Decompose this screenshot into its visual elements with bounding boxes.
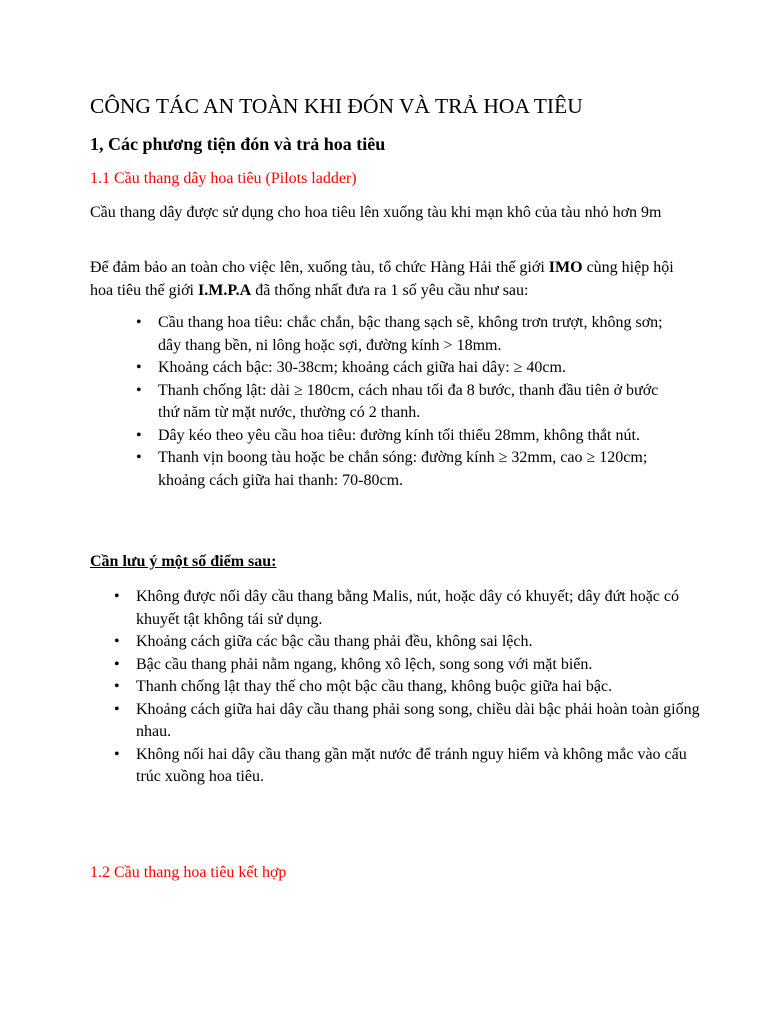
bullet-icon: • — [114, 588, 120, 605]
list-item — [136, 357, 678, 380]
paragraph-text: cùng hiệp hội hoa tiêu thế giới — [90, 259, 674, 299]
list-item — [136, 425, 678, 448]
list-item-text: Không được nối dây cầu thang bằng Malis, nút, hoặc dây có khuyết; dây đứt hoặc có khuyết tật không tái sử dụng. — [136, 588, 679, 628]
list-item-text: Thanh chống lật: dài ≥ 180cm, cách nhau tối đa 8 bước, thanh đầu tiên ở bước thứ năm từ mặt nước, thường có 2 thanh. — [158, 381, 659, 421]
bullet-icon: • — [114, 745, 120, 763]
subsection-heading-1-2: 1.2 Cầu thang hoa tiêu kết hợp — [90, 864, 287, 881]
bullet-icon: • — [136, 359, 142, 376]
list-item-text: Bậc cầu thang phải nằm ngang, không xô lệch, song song với mặt biển. — [136, 655, 593, 673]
bullet-icon: • — [136, 449, 142, 466]
bullet-icon: • — [114, 678, 120, 695]
notes-heading: Cần lưu ý một số điểm sau: — [90, 553, 277, 570]
section-heading-1: 1, Các phương tiện đón và trả hoa tiêu — [90, 134, 386, 154]
list-item — [136, 312, 678, 357]
requirements-list — [136, 312, 678, 492]
bold-imo: IMO — [548, 259, 583, 276]
list-item-text: Thanh vịn boong tàu hoặc be chắn sóng: đường kính ≥ 32mm, cao ≥ 120cm; khoảng cách giữa hai thanh: 70-80cm. — [158, 449, 648, 489]
bullet-icon: • — [136, 426, 142, 444]
paragraph-ladder-intro: Cầu thang dây được sử dụng cho hoa tiêu lên xuống tàu khi mạn khô của tàu nhỏ hơn 9m — [90, 204, 662, 221]
list-item-text: Thanh chống lật thay thế cho một bậc cầu thang, không buộc giữa hai bậc. — [136, 678, 613, 695]
paragraph-text: đã thống nhất đưa ra 1 số yêu cầu như sau: — [251, 281, 529, 299]
bold-impa: I.M.P.A — [198, 281, 252, 299]
bullet-icon: • — [114, 700, 120, 718]
bullet-icon: • — [136, 314, 142, 331]
list-item — [114, 631, 708, 654]
list-item — [136, 447, 678, 492]
list-item-text: Khoảng cách bậc: 30-38cm; khoảng cách giữa hai dây: ≥ 40cm. — [158, 359, 566, 376]
list-item — [114, 654, 708, 677]
list-item — [114, 676, 708, 699]
bullet-icon: • — [114, 633, 120, 650]
list-item-text: Khoảng cách giữa hai dây cầu thang phải song song, chiều dài bậc phải hoàn toàn giống nhau. — [136, 700, 700, 740]
bullet-icon: • — [136, 381, 142, 399]
bullet-icon: • — [114, 655, 120, 673]
subsection-heading-1-1: 1.1 Cầu thang dây hoa tiêu (Pilots ladder) — [90, 170, 357, 187]
list-item — [136, 380, 678, 425]
list-item-text: Cầu thang hoa tiêu: chắc chắn, bậc thang sạch sẽ, không trơn trượt, không sơn; dây thang bền, ni lông hoặc sợi, đường kính > 18mm. — [158, 314, 663, 354]
document-title: CÔNG TÁC AN TOÀN KHI ĐÓN VÀ TRẢ HOA TIÊU — [90, 94, 583, 118]
list-item — [114, 699, 708, 744]
list-item — [114, 586, 708, 631]
list-item-text: Dây kéo theo yêu cầu hoa tiêu: đường kính tối thiểu 28mm, không thắt nút. — [158, 426, 640, 444]
notes-list — [114, 586, 708, 789]
list-item-text: Khoảng cách giữa các bậc cầu thang phải đều, không sai lệch. — [136, 633, 533, 650]
list-item — [114, 744, 708, 789]
paragraph-text: Để đảm bảo an toàn cho việc lên, xuống tàu, tổ chức Hàng Hải thế giới — [90, 259, 549, 276]
list-item-text: Không nối hai dây cầu thang gần mặt nước để tránh nguy hiểm và không mắc vào cấu trúc xuồng hoa tiêu. — [136, 745, 687, 785]
paragraph-requirements-intro — [90, 257, 680, 302]
